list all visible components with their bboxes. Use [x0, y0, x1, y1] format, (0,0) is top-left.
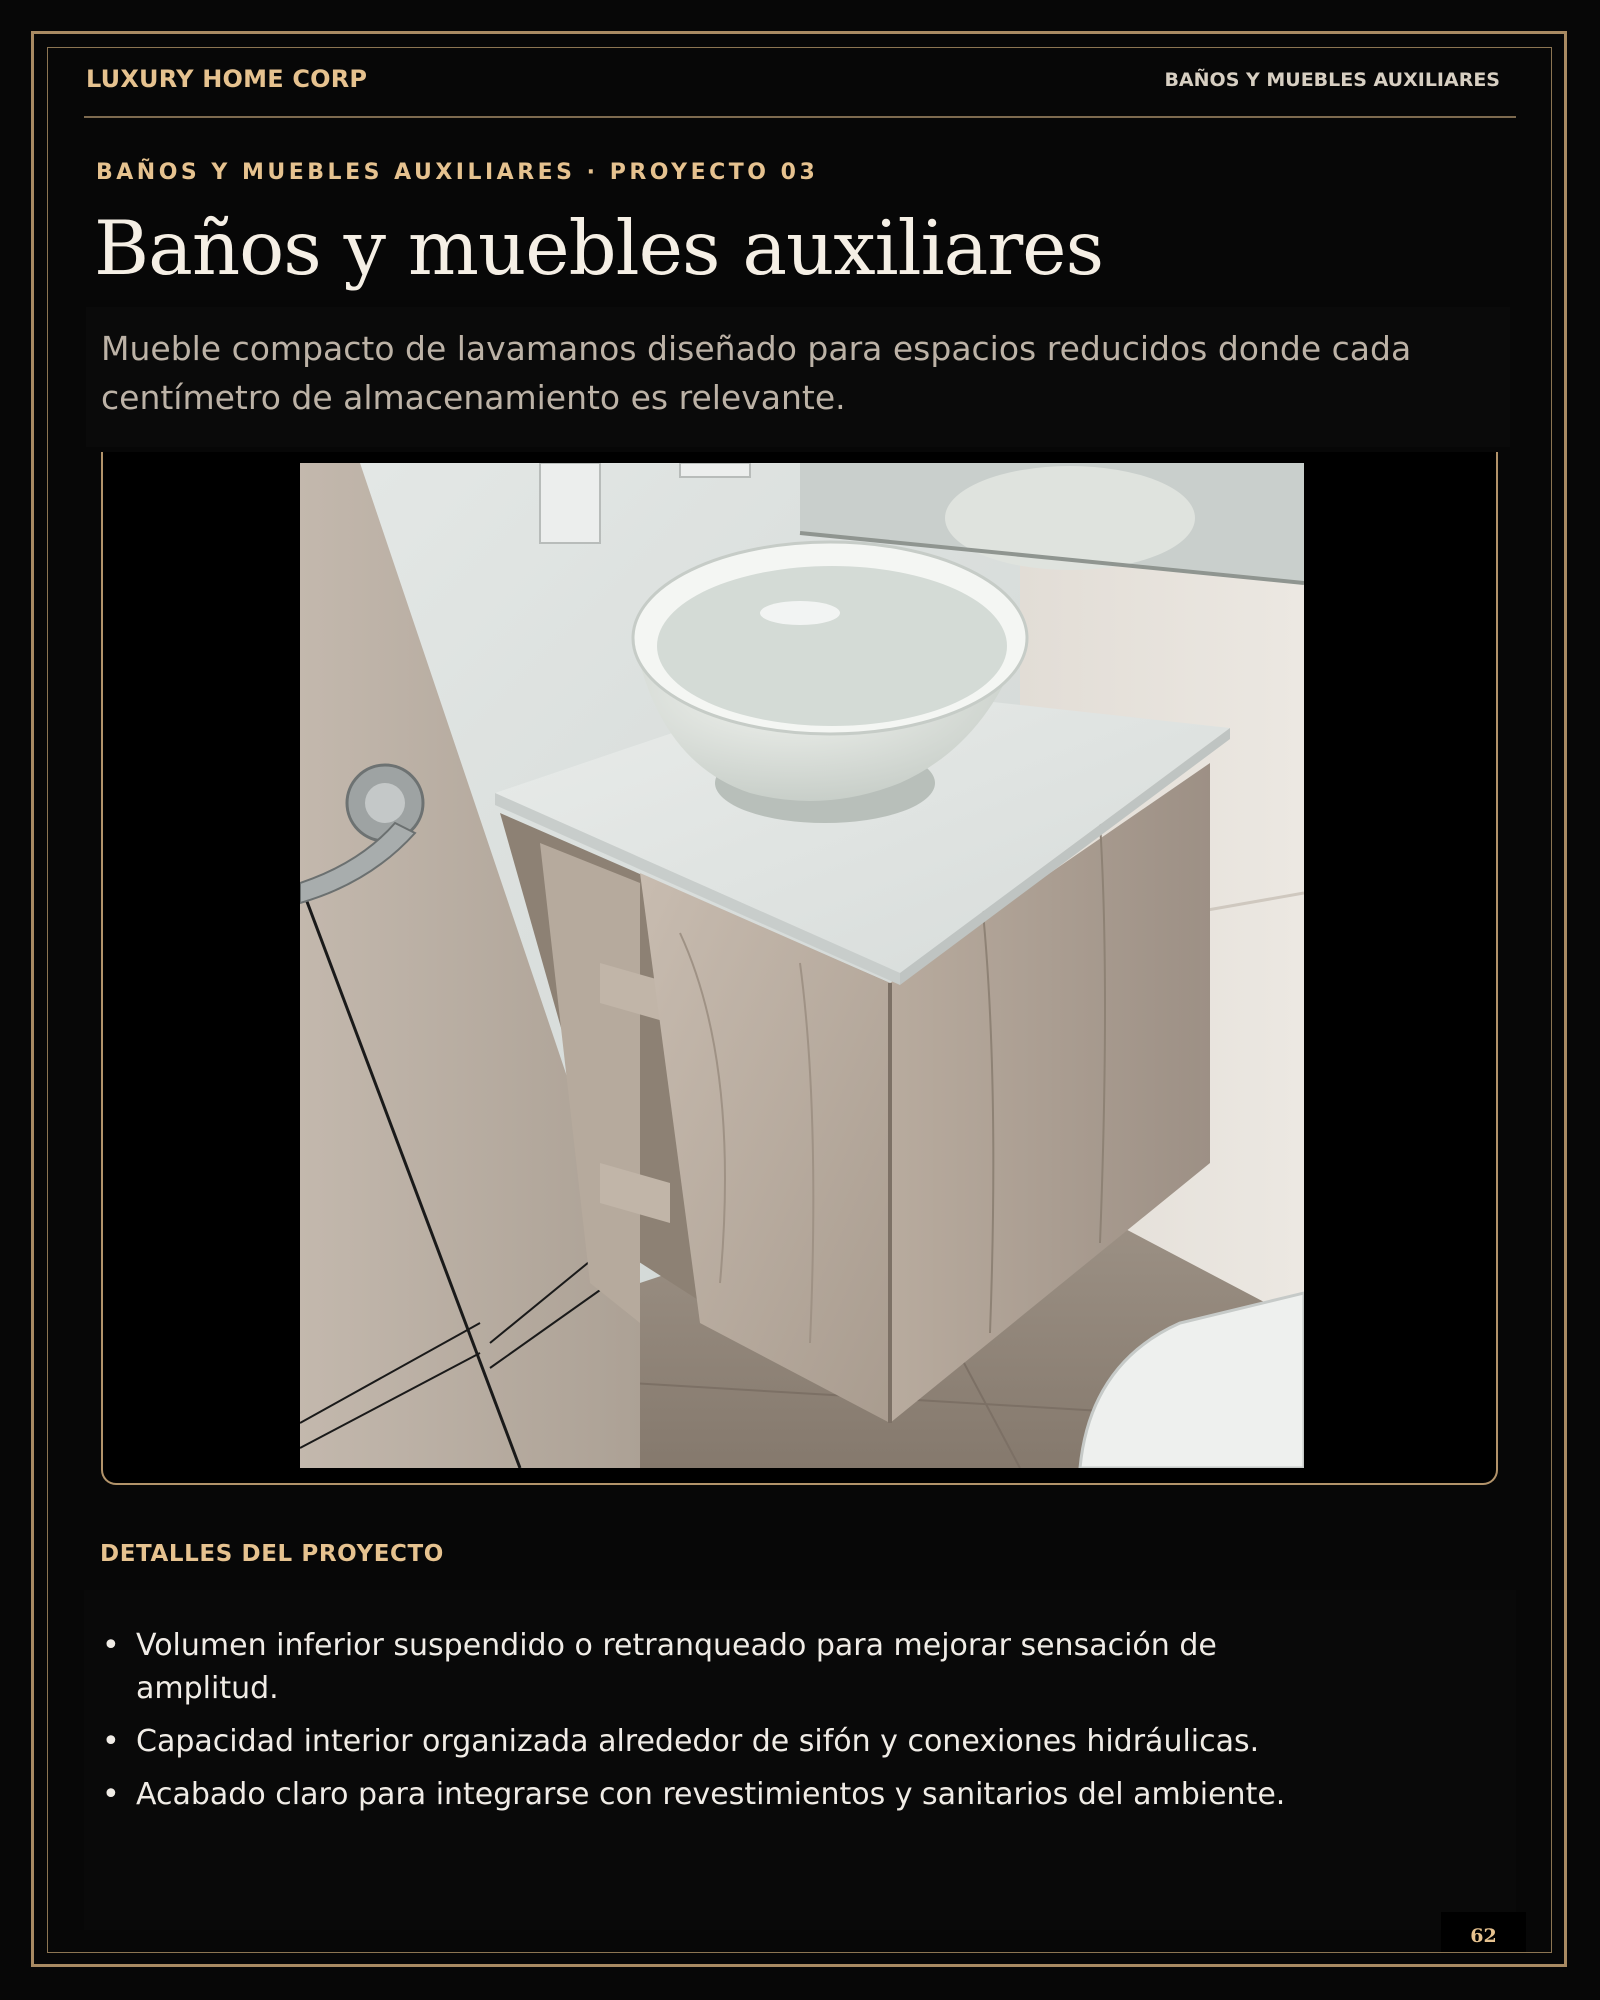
vanity-photo — [300, 463, 1304, 1468]
page-number: 62 — [1441, 1912, 1526, 1952]
eyebrow-label: BAÑOS Y MUEBLES AUXILIARES · PROYECTO 03 — [96, 160, 819, 185]
lead-paragraph: Mueble compacto de lavamanos diseñado para espacios reducidos donde cada centímetro de almacenamiento es relevante. — [86, 307, 1510, 447]
list-item: • Acabado claro para integrarse con revestimientos y sanitarios del ambiente. — [100, 1773, 1360, 1816]
vanity-illustration — [300, 463, 1304, 1468]
brand-name: LUXURY HOME CORP — [86, 65, 368, 93]
photo-card — [101, 452, 1498, 1485]
details-heading: DETALLES DEL PROYECTO — [100, 1541, 444, 1567]
page-header — [84, 60, 1516, 118]
header-section-label: BAÑOS Y MUEBLES AUXILIARES — [1164, 69, 1500, 91]
details-list — [100, 1624, 1360, 1826]
list-item: • Capacidad interior organizada alrededor de sifón y conexiones hidráulicas. — [100, 1720, 1360, 1763]
list-item: • Volumen inferior suspendido o retranqueado para mejorar sensación de amplitud. — [100, 1624, 1360, 1710]
page-title: Baños y muebles auxiliares — [94, 204, 1104, 292]
